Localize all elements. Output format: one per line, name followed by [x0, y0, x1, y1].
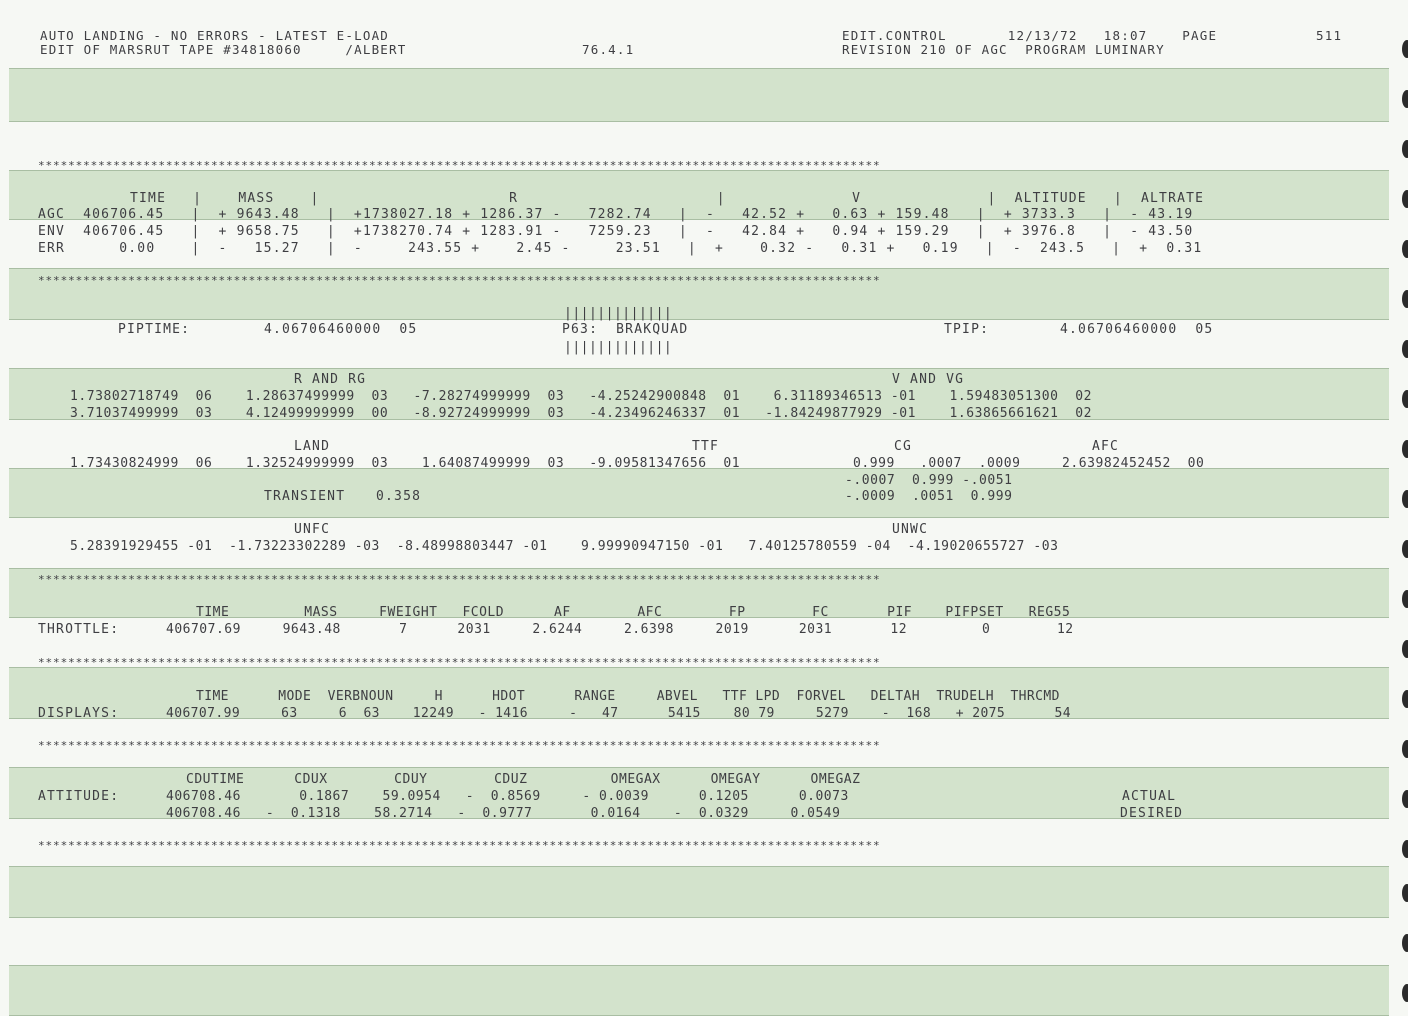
header-edit-control: EDIT.CONTROL 12/13/72 18:07 PAGE	[842, 28, 1218, 43]
attitude-label: ATTITUDE:	[38, 789, 120, 804]
guidance-row: 3.71037499999 03 4.12499999999 00 -8.92724999999 03 -4.23496246337 01 -1.84249877929 -01 1.63865661621 02	[70, 406, 1092, 421]
header-revision: REVISION 210 OF AGC PROGRAM LUMINARY	[842, 42, 1165, 57]
v-and-vg-label: V AND VG	[892, 372, 965, 387]
throttle-values: 406707.69 9643.48 7 2031 2.6244 2.6398 2019 2031 12 0 12	[166, 622, 1074, 637]
tractor-feed-hole	[1402, 934, 1408, 952]
tpip-label: TPIP:	[944, 322, 990, 337]
tractor-feed-hole	[1402, 190, 1408, 208]
tractor-feed-hole	[1402, 840, 1408, 858]
guidance-row: 1.73802718749 06 1.28637499999 03 -7.28274999999 03 -4.25242900848 01 6.31189346513 -01 1.59483051300 02	[70, 389, 1092, 404]
piptime-value: 4.06706460000 05	[264, 322, 418, 337]
attitude-desired-values: 406708.46 - 0.1318 58.2714 - 0.9777 0.0164 - 0.0329 0.0549	[166, 806, 841, 821]
asterisk-divider: ****************************************************************************************************************	[38, 739, 881, 752]
asterisk-divider: ****************************************************************************************************************	[38, 573, 881, 586]
r-and-rg-label: R AND RG	[294, 372, 367, 387]
header-tape: EDIT OF MARSRUT TAPE #34818060 /ALBERT	[40, 42, 407, 57]
tractor-feed-hole	[1402, 540, 1408, 558]
displays-headers: TIME MODE VERBNOUN H HDOT RANGE ABVEL TTF LPD FORVEL DELTAH TRUDELH THRCMD	[196, 689, 1060, 704]
cg-row: 0.999 .0007 .0009	[853, 456, 1021, 471]
program-bars-bottom: |||||||||||||	[564, 340, 673, 355]
program-name: P63: BRAKQUAD	[562, 322, 689, 337]
displays-label: DISPLAYS:	[38, 706, 120, 721]
tractor-feed-hole	[1402, 984, 1408, 1002]
unwc-label: UNWC	[892, 522, 929, 537]
unit-vector-values: 5.28391929455 -01 -1.73223302289 -03 -8.48998803447 -01 9.99990947150 -01 7.40125780559 -04 -4.19020655727 -03	[70, 539, 1059, 554]
tractor-feed-hole	[1402, 490, 1408, 508]
greenbar-stripe	[9, 468, 1389, 518]
tractor-feed-hole	[1402, 690, 1408, 708]
attitude-actual-label: ACTUAL	[1122, 789, 1177, 804]
summary-row-err: ERR 0.00 | - 15.27 | - 243.55 + 2.45 - 23.51 | + 0.32 - 0.31 + 0.19 | - 243.5 | + 0.31	[38, 241, 1203, 256]
asterisk-divider: ****************************************************************************************************************	[38, 839, 881, 852]
asterisk-divider: ****************************************************************************************************************	[38, 656, 881, 669]
afc-value: 2.63982452452 00	[1062, 456, 1205, 471]
transient-value: 0.358	[376, 489, 422, 504]
afc-label: AFC	[1092, 439, 1120, 454]
cg-row: -.0007 0.999 -.0051	[845, 473, 1013, 488]
tractor-feed-hole	[1402, 340, 1408, 358]
greenbar-stripe	[9, 68, 1389, 122]
piptime-label: PIPTIME:	[118, 322, 191, 337]
tpip-value: 4.06706460000 05	[1060, 322, 1214, 337]
tractor-feed-hole	[1402, 40, 1408, 58]
attitude-headers: CDUTIME CDUX CDUY CDUZ OMEGAX OMEGAY OMEGAZ	[186, 772, 861, 787]
summary-row-agc: AGC 406706.45 | + 9643.48 | +1738027.18 + 1286.37 - 7282.74 | - 42.52 + 0.63 + 159.48 | + 3733.3 | - 43.19	[38, 207, 1194, 222]
throttle-headers: TIME MASS FWEIGHT FCOLD AF AFC FP FC PIF PIFPSET REG55	[196, 605, 1071, 620]
throttle-label: THROTTLE:	[38, 622, 120, 637]
cg-row: -.0009 .0051 0.999	[845, 489, 1013, 504]
summary-column-headers: TIME | MASS | R | V | ALTITUDE | ALTRATE	[130, 191, 1205, 206]
unfc-label: UNFC	[294, 522, 331, 537]
tractor-feed-hole	[1402, 90, 1408, 108]
header-version: 76.4.1	[582, 42, 635, 57]
tractor-feed-hole	[1402, 290, 1408, 308]
attitude-actual-values: 406708.46 0.1867 59.0954 - 0.8569 - 0.0039 0.1205 0.0073	[166, 789, 849, 804]
page-number: 511	[1316, 28, 1343, 43]
greenbar-stripe	[9, 965, 1389, 1016]
displays-values: 406707.99 63 6 63 12249 - 1416 - 47 5415 80 79 5279 - 168 + 2075 54	[166, 706, 1071, 721]
asterisk-divider: ****************************************************************************************************************	[38, 159, 881, 172]
land-label: LAND	[294, 439, 331, 454]
cg-label: CG	[894, 439, 913, 454]
transient-label: TRANSIENT	[264, 489, 346, 504]
tractor-feed-hole	[1402, 790, 1408, 808]
tractor-feed-hole	[1402, 390, 1408, 408]
header-title: AUTO LANDING - NO ERRORS - LATEST E-LOAD	[40, 28, 390, 43]
tractor-feed-hole	[1402, 740, 1408, 758]
tractor-feed-hole	[1402, 640, 1408, 658]
land-values: 1.73430824999 06 1.32524999999 03 1.64087499999 03 -9.09581347656 01	[70, 456, 741, 471]
summary-row-env: ENV 406706.45 | + 9658.75 | +1738270.74 + 1283.91 - 7259.23 | - 42.84 + 0.94 + 159.29 | + 3976.8 | - 43.50	[38, 224, 1194, 239]
tractor-feed-hole	[1402, 590, 1408, 608]
program-bars-top: |||||||||||||	[564, 306, 673, 321]
attitude-desired-label: DESIRED	[1120, 806, 1184, 821]
tractor-feed-hole	[1402, 140, 1408, 158]
asterisk-divider: ****************************************************************************************************************	[38, 274, 881, 287]
tractor-feed-hole	[1402, 240, 1408, 258]
ttf-label: TTF	[692, 439, 720, 454]
greenbar-stripe	[9, 866, 1389, 918]
tractor-feed-hole	[1402, 884, 1408, 902]
tractor-feed-hole	[1402, 440, 1408, 458]
